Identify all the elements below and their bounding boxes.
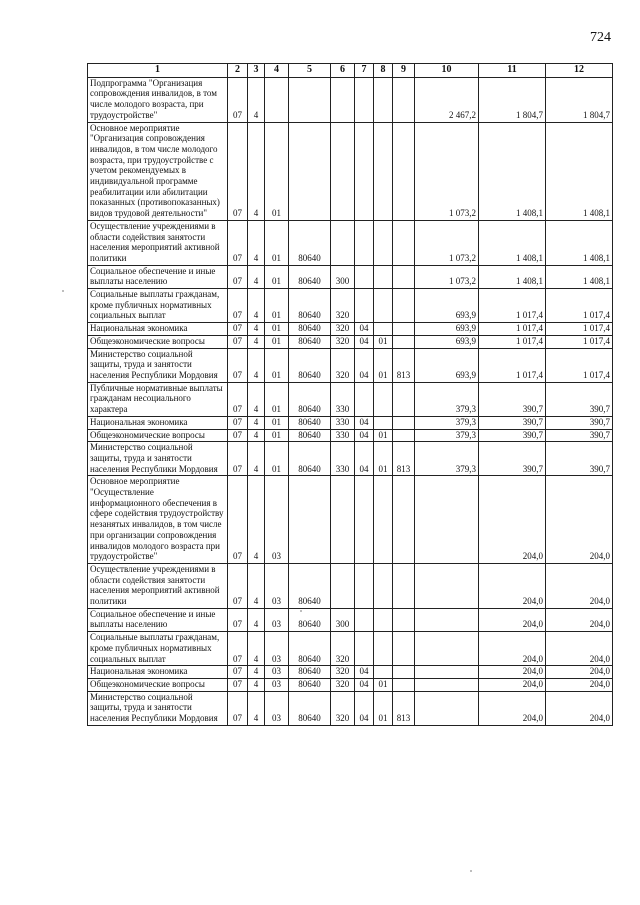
code-cell: 07: [228, 323, 248, 336]
code-cell: [374, 323, 393, 336]
code-cell: [393, 335, 415, 348]
code-cell: [393, 563, 415, 608]
row-name-cell: Национальная экономика: [88, 323, 228, 336]
code-cell: [393, 429, 415, 442]
code-cell: [374, 476, 393, 564]
table-row: [88, 429, 613, 442]
amount-cell: 390,7: [479, 429, 546, 442]
code-cell: 07: [228, 265, 248, 288]
code-cell: 813: [393, 691, 415, 725]
amount-cell: 379,3: [415, 429, 479, 442]
code-cell: 07: [228, 563, 248, 608]
table-row: [88, 289, 613, 323]
amount-cell: 379,3: [415, 382, 479, 416]
amount-cell: 1 017,4: [546, 348, 613, 382]
code-cell: 4: [248, 476, 265, 564]
amount-cell: 390,7: [546, 442, 613, 476]
amount-cell: 693,9: [415, 348, 479, 382]
budget-table: [87, 63, 613, 726]
code-cell: 01: [374, 335, 393, 348]
amount-cell: 204,0: [479, 632, 546, 666]
code-cell: [374, 289, 393, 323]
code-cell: 4: [248, 77, 265, 122]
code-cell: 03: [265, 678, 289, 691]
table-row: [88, 678, 613, 691]
code-cell: 4: [248, 429, 265, 442]
code-cell: [393, 323, 415, 336]
code-cell: 07: [228, 77, 248, 122]
page-number: 724: [590, 30, 611, 45]
code-cell: [393, 416, 415, 429]
table-row: [88, 476, 613, 564]
code-cell: [393, 289, 415, 323]
code-cell: 07: [228, 476, 248, 564]
code-cell: 330: [331, 429, 355, 442]
code-cell: [355, 122, 374, 220]
table-row: [88, 122, 613, 220]
code-cell: 04: [355, 691, 374, 725]
code-cell: 01: [374, 348, 393, 382]
row-name-cell: Подпрограмма "Организация сопровождения инвалидов, в том числе молодого возраста, при трудоустройстве": [88, 77, 228, 122]
row-name-cell: Общеэкономические вопросы: [88, 429, 228, 442]
scan-speck: [470, 870, 472, 872]
code-cell: 4: [248, 335, 265, 348]
code-cell: 03: [265, 632, 289, 666]
code-cell: 03: [265, 691, 289, 725]
amount-cell: 390,7: [479, 382, 546, 416]
code-cell: [374, 416, 393, 429]
amount-cell: 1 408,1: [479, 265, 546, 288]
code-cell: 07: [228, 289, 248, 323]
code-cell: 07: [228, 691, 248, 725]
amount-cell: 1 073,2: [415, 265, 479, 288]
code-cell: 320: [331, 678, 355, 691]
code-cell: 01: [265, 220, 289, 265]
amount-cell: 204,0: [546, 691, 613, 725]
table-row: [88, 691, 613, 725]
code-cell: 07: [228, 416, 248, 429]
code-cell: 01: [265, 348, 289, 382]
row-name-cell: Осуществление учреждениями в области содействия занятости населения мероприятий активной политики: [88, 563, 228, 608]
code-cell: 80640: [289, 678, 331, 691]
code-cell: 07: [228, 678, 248, 691]
code-cell: 01: [265, 265, 289, 288]
scan-speck: [62, 290, 64, 292]
amount-cell: 1 073,2: [415, 122, 479, 220]
code-cell: 01: [374, 442, 393, 476]
code-cell: [374, 122, 393, 220]
table-row: [88, 348, 613, 382]
code-cell: 07: [228, 348, 248, 382]
amount-cell: 204,0: [479, 691, 546, 725]
code-cell: [374, 666, 393, 679]
code-cell: [355, 289, 374, 323]
amount-cell: 1 017,4: [546, 323, 613, 336]
code-cell: [355, 563, 374, 608]
code-cell: 4: [248, 678, 265, 691]
column-header: 2: [228, 64, 248, 78]
code-cell: 07: [228, 382, 248, 416]
amount-cell: 390,7: [479, 442, 546, 476]
table-row: [88, 563, 613, 608]
code-cell: [331, 563, 355, 608]
amount-cell: 1 804,7: [479, 77, 546, 122]
code-cell: 04: [355, 666, 374, 679]
column-header: 3: [248, 64, 265, 78]
amount-cell: [415, 632, 479, 666]
code-cell: 300: [331, 608, 355, 631]
code-cell: 320: [331, 323, 355, 336]
code-cell: 4: [248, 608, 265, 631]
code-cell: 4: [248, 122, 265, 220]
amount-cell: 2 467,2: [415, 77, 479, 122]
code-cell: 03: [265, 608, 289, 631]
code-cell: 07: [228, 632, 248, 666]
code-cell: [355, 632, 374, 666]
amount-cell: 204,0: [546, 563, 613, 608]
amount-cell: [415, 608, 479, 631]
amount-cell: [415, 563, 479, 608]
row-name-cell: Основное мероприятие "Организация сопровождения инвалидов, в том числе молодого возраста, при трудоустройстве с учетом рекомендуемых в индивидуальной программе реабилитации или абилитации показанных (противопоказанных) видов трудовой деятельности": [88, 122, 228, 220]
code-cell: 03: [265, 666, 289, 679]
code-cell: [393, 220, 415, 265]
code-cell: [331, 476, 355, 564]
column-header: 1: [88, 64, 228, 78]
code-cell: 80640: [289, 382, 331, 416]
code-cell: 320: [331, 348, 355, 382]
code-cell: [355, 77, 374, 122]
code-cell: 80640: [289, 265, 331, 288]
code-cell: [355, 265, 374, 288]
row-name-cell: Социальные выплаты гражданам, кроме публичных нормативных социальных выплат: [88, 632, 228, 666]
code-cell: [393, 608, 415, 631]
amount-cell: 379,3: [415, 416, 479, 429]
code-cell: [393, 476, 415, 564]
scan-speck: [300, 610, 302, 612]
code-cell: 330: [331, 442, 355, 476]
amount-cell: [415, 691, 479, 725]
column-header: 5: [289, 64, 331, 78]
amount-cell: 204,0: [546, 632, 613, 666]
column-header: 12: [546, 64, 613, 78]
code-cell: 80640: [289, 348, 331, 382]
code-cell: 80640: [289, 691, 331, 725]
code-cell: 813: [393, 442, 415, 476]
row-name-cell: Национальная экономика: [88, 666, 228, 679]
code-cell: 320: [331, 289, 355, 323]
amount-cell: 204,0: [546, 476, 613, 564]
code-cell: 04: [355, 429, 374, 442]
amount-cell: [415, 666, 479, 679]
code-cell: 01: [374, 678, 393, 691]
amount-cell: 1 408,1: [479, 122, 546, 220]
amount-cell: 1 017,4: [546, 335, 613, 348]
code-cell: 01: [265, 122, 289, 220]
code-cell: 03: [265, 563, 289, 608]
code-cell: [374, 220, 393, 265]
code-cell: 04: [355, 416, 374, 429]
code-cell: 80640: [289, 442, 331, 476]
code-cell: 04: [355, 678, 374, 691]
amount-cell: 1 804,7: [546, 77, 613, 122]
table-row: [88, 265, 613, 288]
code-cell: [355, 608, 374, 631]
code-cell: 4: [248, 442, 265, 476]
amount-cell: 379,3: [415, 442, 479, 476]
amount-cell: 1 017,4: [546, 289, 613, 323]
amount-cell: 1 408,1: [479, 220, 546, 265]
code-cell: [393, 77, 415, 122]
code-cell: [289, 476, 331, 564]
row-name-cell: Социальное обеспечение и иные выплаты населению: [88, 608, 228, 631]
code-cell: 04: [355, 323, 374, 336]
code-cell: [289, 122, 331, 220]
column-header: 11: [479, 64, 546, 78]
code-cell: 330: [331, 416, 355, 429]
table-row: [88, 77, 613, 122]
code-cell: 80640: [289, 666, 331, 679]
code-cell: [355, 220, 374, 265]
code-cell: 4: [248, 323, 265, 336]
table-row: [88, 220, 613, 265]
table-row: [88, 416, 613, 429]
code-cell: 07: [228, 442, 248, 476]
amount-cell: 1 017,4: [479, 289, 546, 323]
row-name-cell: Социальное обеспечение и иные выплаты населению: [88, 265, 228, 288]
code-cell: 80640: [289, 429, 331, 442]
code-cell: 4: [248, 563, 265, 608]
code-cell: [393, 666, 415, 679]
amount-cell: 693,9: [415, 289, 479, 323]
code-cell: 04: [355, 335, 374, 348]
code-cell: 80640: [289, 289, 331, 323]
table-row: [88, 608, 613, 631]
code-cell: [393, 632, 415, 666]
code-cell: 4: [248, 416, 265, 429]
amount-cell: 204,0: [546, 666, 613, 679]
table-row: [88, 632, 613, 666]
row-name-cell: Министерство социальной защиты, труда и занятости населения Республики Мордовия: [88, 348, 228, 382]
code-cell: [374, 77, 393, 122]
column-header: 4: [265, 64, 289, 78]
code-cell: [374, 632, 393, 666]
row-name-cell: Общеэкономические вопросы: [88, 335, 228, 348]
code-cell: 07: [228, 666, 248, 679]
code-cell: 80640: [289, 335, 331, 348]
code-cell: 07: [228, 429, 248, 442]
amount-cell: 1 017,4: [479, 335, 546, 348]
code-cell: 01: [374, 429, 393, 442]
amount-cell: 390,7: [546, 382, 613, 416]
code-cell: 80640: [289, 632, 331, 666]
table-row: [88, 382, 613, 416]
code-cell: [374, 563, 393, 608]
amount-cell: 693,9: [415, 335, 479, 348]
column-header: 7: [355, 64, 374, 78]
row-name-cell: Социальные выплаты гражданам, кроме публичных нормативных социальных выплат: [88, 289, 228, 323]
code-cell: 01: [265, 382, 289, 416]
code-cell: 80640: [289, 323, 331, 336]
row-name-cell: Министерство социальной защиты, труда и занятости населения Республики Мордовия: [88, 691, 228, 725]
column-header: 9: [393, 64, 415, 78]
code-cell: 320: [331, 632, 355, 666]
code-cell: 300: [331, 265, 355, 288]
amount-cell: 204,0: [479, 476, 546, 564]
amount-cell: 390,7: [546, 416, 613, 429]
amount-cell: 390,7: [479, 416, 546, 429]
code-cell: 80640: [289, 220, 331, 265]
code-cell: [331, 122, 355, 220]
code-cell: 03: [265, 476, 289, 564]
code-cell: 07: [228, 335, 248, 348]
amount-cell: 204,0: [479, 678, 546, 691]
code-cell: [393, 265, 415, 288]
code-cell: 4: [248, 666, 265, 679]
code-cell: [393, 678, 415, 691]
table-row: [88, 335, 613, 348]
amount-cell: 204,0: [479, 666, 546, 679]
amount-cell: 204,0: [546, 678, 613, 691]
amount-cell: 1 017,4: [479, 323, 546, 336]
column-header: 8: [374, 64, 393, 78]
code-cell: [374, 265, 393, 288]
amount-cell: [415, 476, 479, 564]
code-cell: [331, 220, 355, 265]
amount-cell: 204,0: [479, 608, 546, 631]
table-row: [88, 666, 613, 679]
code-cell: 07: [228, 122, 248, 220]
code-cell: 813: [393, 348, 415, 382]
code-cell: [393, 382, 415, 416]
code-cell: 330: [331, 382, 355, 416]
amount-cell: 1 408,1: [546, 220, 613, 265]
row-name-cell: Осуществление учреждениями в области содействия занятости населения мероприятий активной политики: [88, 220, 228, 265]
table-row: [88, 323, 613, 336]
code-cell: 01: [265, 335, 289, 348]
code-cell: [265, 77, 289, 122]
amount-cell: 390,7: [546, 429, 613, 442]
code-cell: 4: [248, 691, 265, 725]
amount-cell: 1 408,1: [546, 265, 613, 288]
code-cell: [374, 382, 393, 416]
code-cell: 04: [355, 348, 374, 382]
code-cell: 4: [248, 220, 265, 265]
row-name-cell: Публичные нормативные выплаты гражданам несоциального характера: [88, 382, 228, 416]
code-cell: 4: [248, 265, 265, 288]
code-cell: 320: [331, 666, 355, 679]
amount-cell: [415, 678, 479, 691]
code-cell: [355, 382, 374, 416]
amount-cell: 204,0: [479, 563, 546, 608]
code-cell: 4: [248, 382, 265, 416]
amount-cell: 204,0: [546, 608, 613, 631]
code-cell: 320: [331, 691, 355, 725]
code-cell: 01: [265, 429, 289, 442]
code-cell: 4: [248, 632, 265, 666]
code-cell: [393, 122, 415, 220]
amount-cell: 1 073,2: [415, 220, 479, 265]
code-cell: 80640: [289, 563, 331, 608]
code-cell: [374, 608, 393, 631]
amount-cell: 1 408,1: [546, 122, 613, 220]
code-cell: 07: [228, 608, 248, 631]
code-cell: 04: [355, 442, 374, 476]
code-cell: 01: [265, 442, 289, 476]
table-row: [88, 442, 613, 476]
row-name-cell: Общеэкономические вопросы: [88, 678, 228, 691]
code-cell: 07: [228, 220, 248, 265]
column-header: 6: [331, 64, 355, 78]
code-cell: 01: [265, 323, 289, 336]
code-cell: 80640: [289, 608, 331, 631]
row-name-cell: Национальная экономика: [88, 416, 228, 429]
column-header: 10: [415, 64, 479, 78]
amount-cell: 693,9: [415, 323, 479, 336]
amount-cell: 1 017,4: [479, 348, 546, 382]
code-cell: 01: [265, 416, 289, 429]
row-name-cell: Основное мероприятие "Осуществление информационного обеспечения в сфере содействия трудоустройству незанятых инвалидов, в том числе при организации сопровождения инвалидов молодого возраста при трудоустройстве": [88, 476, 228, 564]
code-cell: [331, 77, 355, 122]
code-cell: 01: [265, 289, 289, 323]
code-cell: [289, 77, 331, 122]
code-cell: [355, 476, 374, 564]
row-name-cell: Министерство социальной защиты, труда и занятости населения Республики Мордовия: [88, 442, 228, 476]
code-cell: 4: [248, 348, 265, 382]
code-cell: 01: [374, 691, 393, 725]
code-cell: 4: [248, 289, 265, 323]
table-header-row: [88, 64, 613, 78]
code-cell: 80640: [289, 416, 331, 429]
code-cell: 320: [331, 335, 355, 348]
